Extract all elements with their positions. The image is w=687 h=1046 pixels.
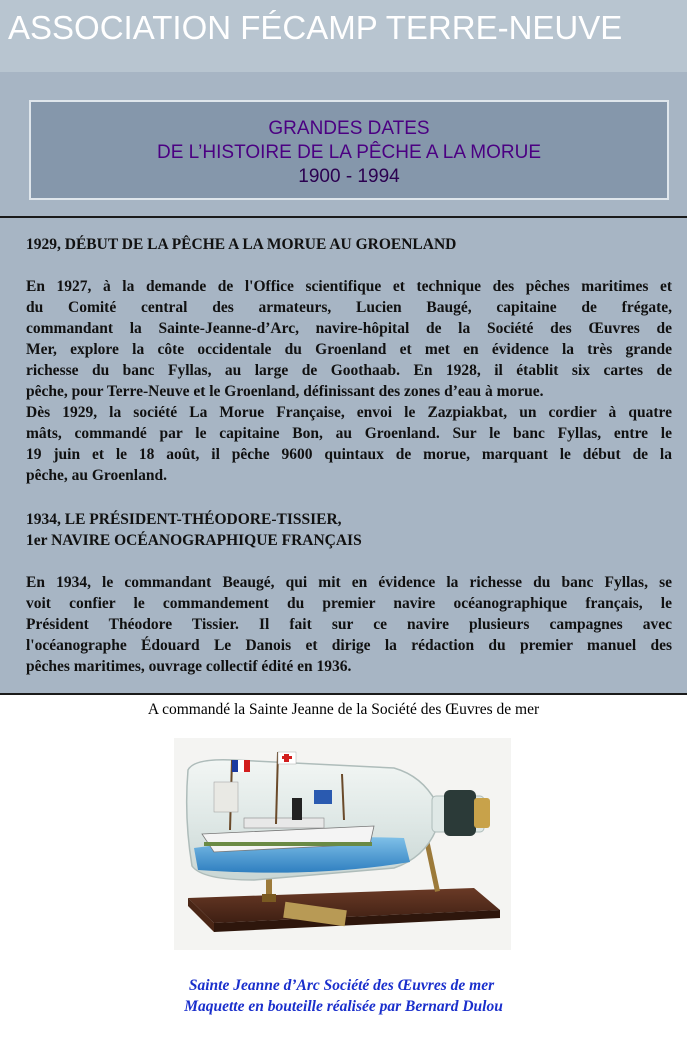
paragraph-line: En 1934, le commandant Beaugé, qui mit en évidence la richesse du banc Fyllas, se: [26, 574, 672, 591]
ship-in-bottle-illustration: [174, 738, 511, 950]
section-heading-1934-line-1: 1934, LE PRÉSIDENT-THÉODORE-TISSIER,: [26, 511, 342, 528]
section-heading-1929: 1929, DÉBUT DE LA PÊCHE A LA MORUE AU GROENLAND: [26, 236, 457, 253]
paragraph-1929: [26, 276, 672, 486]
title-line-1: GRANDES DATES: [268, 118, 430, 139]
paragraph-line: pêches maritimes, ouvrage collectif édité en 1936.: [26, 658, 352, 675]
paragraph-line: pêche, au Groenland.: [26, 467, 167, 484]
paragraph-line: pêche, pour Terre-Neuve et le Groenland, définissant des zones d’eau à morue.: [26, 383, 544, 400]
paragraph-line: Mer, explore la côte occidentale du Groenland et met en évidence la très grande: [26, 341, 672, 358]
paragraph-line: Dès 1929, la société La Morue Française, envoi le Zazpiakbat, un cordier à quatre: [26, 404, 672, 421]
paragraph-line: richesse du banc Fyllas, au large de Goothaab. En 1928, il établit six cartes de: [26, 362, 672, 379]
photo-caption-top: A commandé la Sainte Jeanne de la Société des Œuvres de mer: [147, 701, 540, 718]
paragraph-line: mâts, commandé par le capitaine Bon, au Groenland. Sur le banc Fyllas, entre le: [26, 425, 672, 442]
paragraph-line: Président Théodore Tissier. Il fait sur ce navire plusieurs campagnes avec: [26, 616, 672, 633]
site-title: ASSOCIATION FÉCAMP TERRE-NEUVE: [8, 9, 623, 46]
paragraph-line: l'océanographe Édouard Le Danois et dirige la rédaction du premier manuel des: [26, 637, 672, 654]
bottom-caption-line-2: Maquette en bouteille réalisée par Bernard Dulou: [184, 998, 503, 1015]
paragraph-line: En 1927, à la demande de l'Office scientifique et technique des pêches maritimes et: [26, 278, 672, 295]
paragraph-line: 19 juin et le 18 août, il pêche 9600 quintaux de morue, marquant le début de la: [26, 446, 672, 463]
title-line-2: DE L’HISTOIRE DE LA PÊCHE A LA MORUE: [156, 142, 541, 163]
section-heading-1934-line-2: 1er NAVIRE OCÉANOGRAPHIQUE FRANÇAIS: [26, 532, 362, 549]
paragraph-line: commandant la Sainte-Jeanne-d’Arc, navire-hôpital de la Société des Œuvres de: [26, 320, 672, 337]
paragraph-line: du Comité central des armateurs, Lucien Baugé, capitaine de frégate,: [26, 299, 672, 316]
paragraph-line: voit confier le commandement du premier navire océanographique français, le: [26, 595, 672, 612]
ship-in-bottle-photo: [174, 738, 511, 950]
title-line-3: 1900 - 1994: [298, 166, 400, 187]
bottom-caption-line-1: Sainte Jeanne d’Arc Société des Œuvres de mer: [188, 977, 495, 994]
paragraph-1934: [26, 572, 672, 677]
